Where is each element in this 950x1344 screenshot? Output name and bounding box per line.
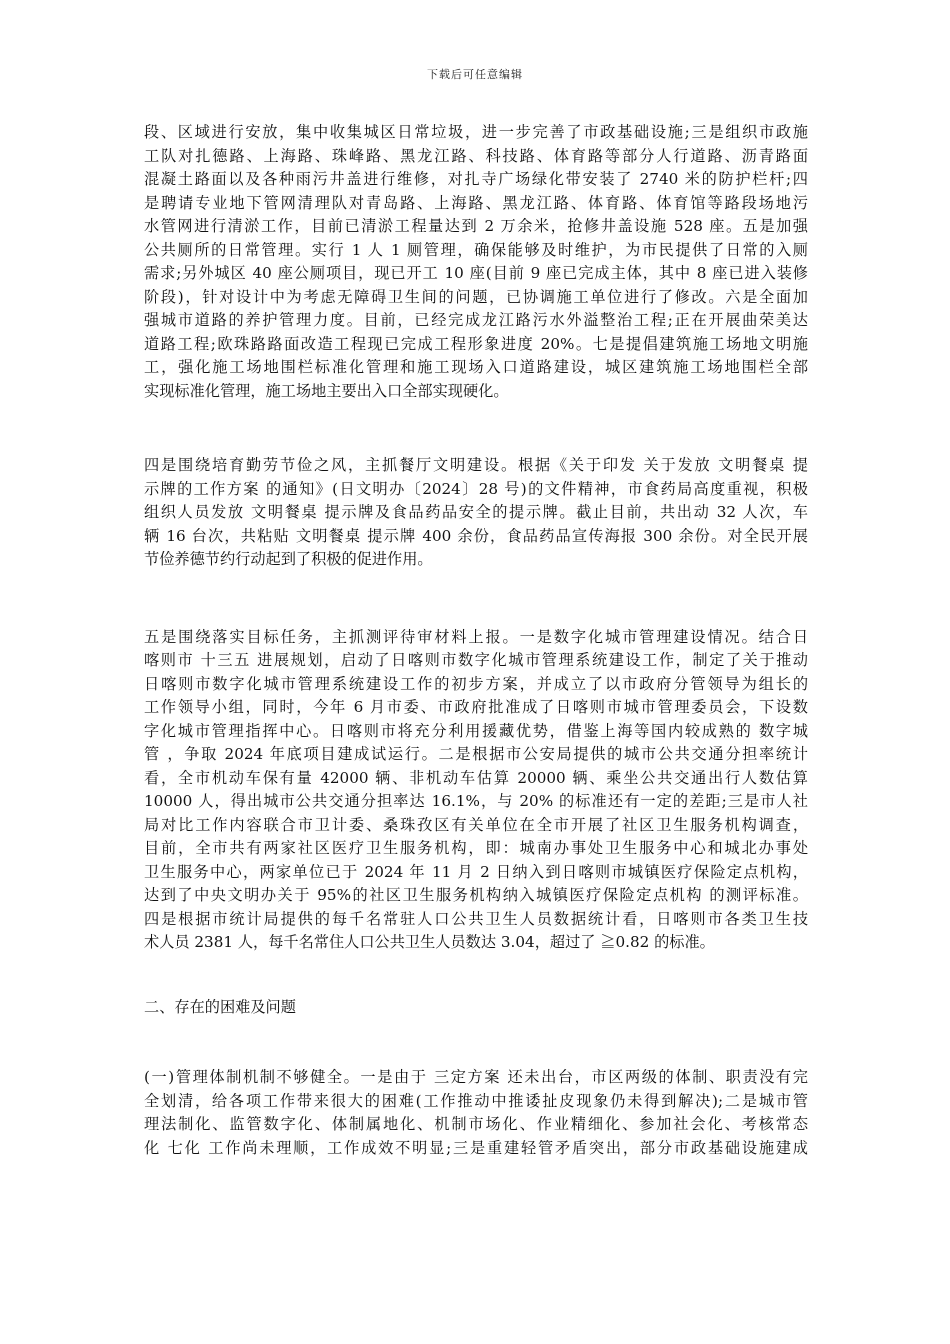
text-line: 公共厕所的日常管理。实行 1 人 1 厕管理，确保能够及时维护，为市民提供了日常的入厕 xyxy=(144,240,808,259)
paragraph-municipal-facilities xyxy=(144,121,808,403)
text-line: 示牌的工作方案 的通知》(日文明办〔2024〕28 号)的文件精神，市食药局高度重视，积极 xyxy=(144,479,808,498)
text-line: 阶段)，针对设计中为考虑无障碍卫生间的问题，已协调施工单位进行了修改。六是全面加 xyxy=(144,287,808,306)
text-line: 混凝土路面以及各种雨污井盖进行维修，对扎寺广场绿化带安装了 2740 米的防护栏杆;四 xyxy=(144,170,808,188)
text-line: 需求;另外城区 40 座公厕项目，现已开工 10 座(目前 9 座已完成主体，其中 8 座已进入装修 xyxy=(144,264,808,282)
text-line: 工队对扎德路、上海路、珠峰路、黑龙江路、科技路、体育路等部分人行道路、沥青路面 xyxy=(144,146,808,165)
text-line: 日喀则市数字化城市管理系统建设工作的初步方案，并成立了以市政府分管领导为组长的 xyxy=(144,674,808,693)
page-header: 下载后可任意编辑 xyxy=(427,68,523,81)
text-line: 工作领导小组，同时，今年 6 月市委、市政府批准成了日喀则市城市管理委员会，下设数 xyxy=(144,698,808,716)
text-line: 卫生服务中心，两家单位已于 2024 年 11 月 2 日纳入到日喀则市城镇医疗保险定点机构， xyxy=(144,862,808,881)
paragraph-spacer xyxy=(144,955,808,996)
paragraph-management-system xyxy=(144,1066,808,1160)
text-line: 目前，全市共有两家社区医疗卫生服务机构，即：城南办事处卫生服务中心和城北办事处 xyxy=(144,839,808,857)
text-line: (一)管理体制机制不够健全。一是由于 三定方案 还未出台，市区两级的体制、职责没有完 xyxy=(144,1068,808,1086)
text-line: 字化城市管理指挥中心。日喀则市将充分利用援藏优势，借鉴上海等国内较成熟的 数字城 xyxy=(144,721,808,740)
text-line: 五是围绕落实目标任务，主抓测评待审材料上报。一是数字化城市管理建设情况。结合日 xyxy=(144,627,808,646)
text-line: 是聘请专业地下管网清理队对青岛路、上海路、黑龙江路、体育路、体育馆等路段场地污 xyxy=(144,193,808,212)
text-line: 水管网进行清淤工作，目前已清淤工程量达到 2 万余米，抢修井盖设施 528 座。五是加强 xyxy=(144,217,808,235)
text-line: 理法制化、监管数字化、体制属地化、机制市场化、作业精细化、参加社会化、考核常态 xyxy=(144,1115,808,1133)
text-line: 全划清，给各项工作带来很大的困难(工作推动中推诿扯皮现象仍未得到解决);二是城市管 xyxy=(144,1091,808,1110)
text-line: 局对比工作内容联合市卫计委、桑珠孜区有关单位在全市开展了社区卫生服务机构调查， xyxy=(144,815,808,834)
paragraph-spacer xyxy=(144,1019,808,1066)
text-line: 二、存在的困难及问题 xyxy=(144,997,296,1016)
text-line: 化 七化 工作尚未理顺，工作成效不明显;三是重建轻管矛盾突出，部分市政基础设施建成 xyxy=(144,1138,808,1157)
text-line: 四是围绕培育勤劳节俭之风，主抓餐厅文明建设。根据《关于印发 关于发放 文明餐桌 提 xyxy=(144,456,808,474)
text-line: 辆 16 台次，共粘贴 文明餐桌 提示牌 400 余份，食品药品宣传海报 300 余份。对全民开展 xyxy=(144,526,808,545)
text-line: 达到了中央文明办关于 95%的社区卫生服务机构纳入城镇医疗保险定点机构 的测评标准。 xyxy=(144,886,808,904)
text-line: 四是根据市统计局提供的每千名常驻人口公共卫生人员数据统计看，日喀则市各类卫生技 xyxy=(144,909,808,928)
paragraph-target-tasks xyxy=(144,626,808,955)
text-line: 管 ，争取 2024 年底项目建成试运行。二是根据市公安局提供的城市公共交通分担率统计 xyxy=(144,745,808,763)
document-body xyxy=(144,121,808,1160)
paragraph-spacer xyxy=(144,403,808,454)
text-line: 节俭养德节约行动起到了积极的促进作用。 xyxy=(144,550,433,568)
section-heading-problems xyxy=(144,996,808,1020)
paragraph-spacer xyxy=(144,572,808,626)
text-line: 看，全市机动车保有量 42000 辆、非机动车估算 20000 辆、乘坐公共交通出行人数估算 xyxy=(144,768,808,787)
text-line: 道路工程;欧珠路路面改造工程现已完成工程形象进度 20%。七是提倡建筑施工场地文明施 xyxy=(144,334,808,353)
text-line: 实现标准化管理，施工场地主要出入口全部实现硬化。 xyxy=(144,381,509,400)
text-line: 术人员 2381 人，每千名常住人口公共卫生人员数达 3.04，超过了 ≧0.82 的标准。 xyxy=(144,933,715,951)
text-line: 工，强化施工场地围栏标准化管理和施工现场入口道路建设，城区建筑施工场地围栏全部 xyxy=(144,358,808,376)
text-line: 喀则市 十三五 进展规划，启动了日喀则市数字化城市管理系统建设工作，制定了关于推动 xyxy=(144,651,808,669)
text-line: 10000 人，得出城市公共交通分担率达 16.1%，与 20% 的标准还有一定的差距;三是市人社 xyxy=(144,792,808,810)
text-line: 段、区域进行安放，集中收集城区日常垃圾，进一步完善了市政基础设施;三是组织市政施 xyxy=(144,123,808,141)
text-line: 组织人员发放 文明餐桌 提示牌及食品药品安全的提示牌。截止目前，共出动 32 人次，车 xyxy=(144,503,808,521)
paragraph-dining-civility xyxy=(144,454,808,572)
text-line: 强城市道路的养护管理力度。目前，已经完成龙江路污水外溢整治工程;正在开展曲荣美达 xyxy=(144,311,808,329)
